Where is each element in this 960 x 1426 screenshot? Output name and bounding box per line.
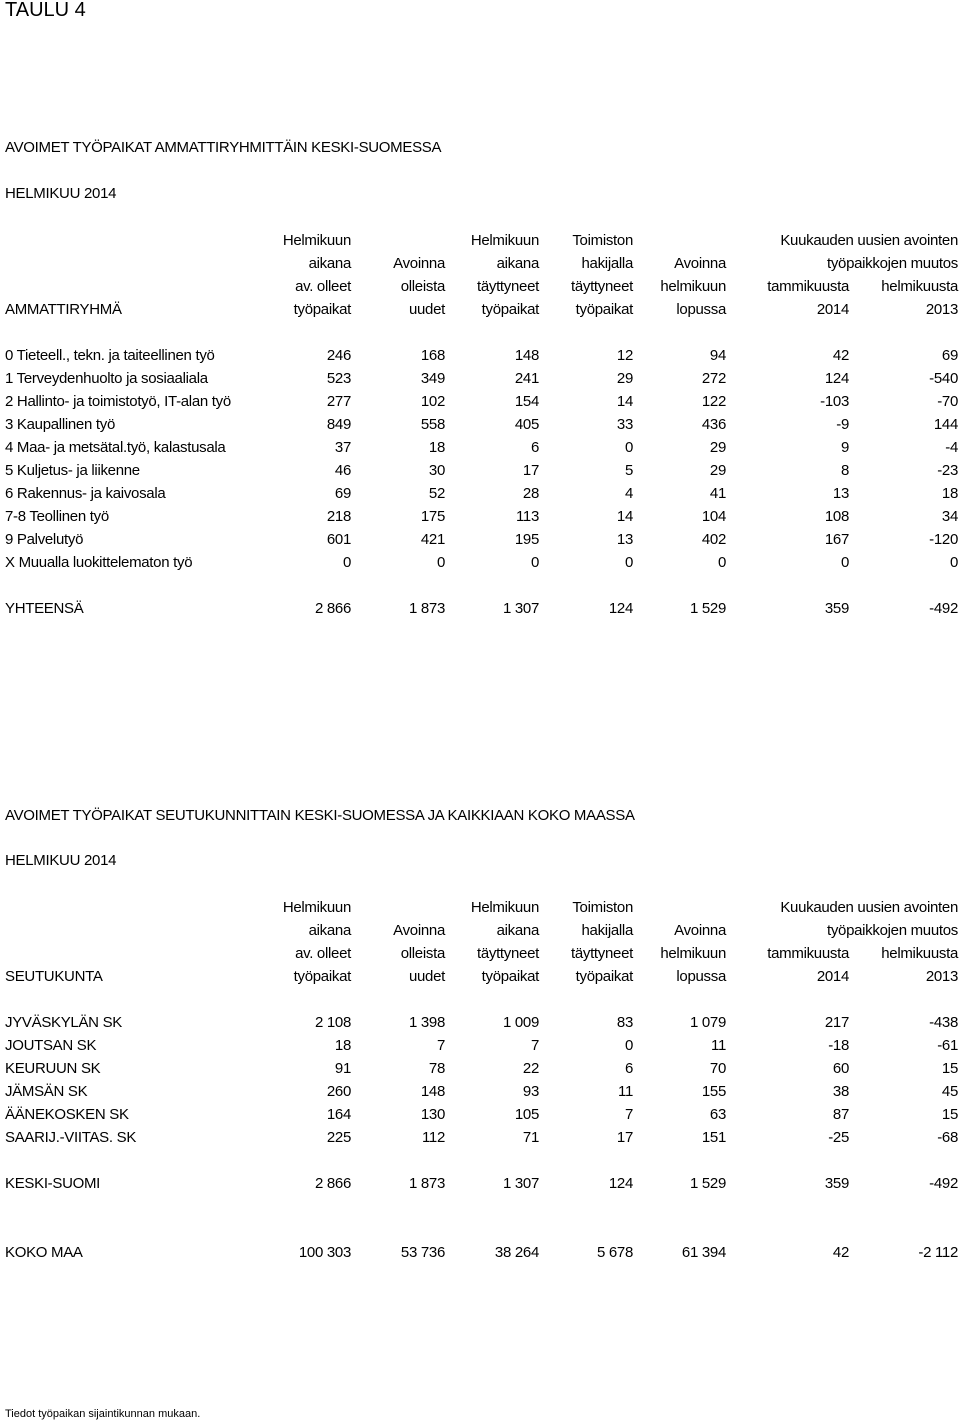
cell-value: 2 866 — [314, 1175, 351, 1192]
cell-value: 405 — [514, 416, 539, 433]
cell-value: -25 — [828, 1129, 849, 1146]
cell-value: 69 — [941, 347, 958, 364]
cell-value: 0 — [530, 554, 539, 571]
table-row — [0, 1035, 960, 1057]
cell-value: 2 866 — [314, 600, 351, 617]
cell-value: 15 — [941, 1060, 958, 1077]
header-cell: aikana — [308, 922, 351, 939]
header-cell: Avoinna — [393, 255, 445, 272]
cell-value: 246 — [326, 347, 351, 364]
cell-value: -70 — [937, 393, 958, 410]
cell-value: 94 — [709, 347, 726, 364]
cell-value: 34 — [941, 508, 958, 525]
cell-value: 558 — [420, 416, 445, 433]
cell-value: 11 — [618, 1083, 633, 1100]
cell-value: 87 — [832, 1106, 849, 1123]
header-cell: täyttyneet — [570, 945, 633, 962]
row-label: JOUTSAN SK — [5, 1037, 97, 1054]
cell-value: 17 — [522, 462, 539, 479]
cell-value: 164 — [326, 1106, 351, 1123]
header-cell: av. olleet — [295, 278, 351, 295]
cell-value: 78 — [428, 1060, 445, 1077]
header-row-2 — [0, 920, 960, 942]
cell-value: 104 — [701, 508, 726, 525]
header-cell: Avoinna — [393, 922, 445, 939]
cell-value: 42 — [832, 1244, 849, 1261]
header-cell: Toimiston — [572, 232, 633, 249]
cell-value: 29 — [709, 462, 726, 479]
table-row — [0, 414, 960, 436]
header-cell: Helmikuun — [282, 899, 351, 916]
cell-value: 1 079 — [689, 1014, 726, 1031]
cell-value: -492 — [929, 600, 958, 617]
cell-value: 9 — [840, 439, 849, 456]
header-cell: täyttyneet — [476, 945, 539, 962]
table-row — [0, 1081, 960, 1103]
cell-value: 523 — [326, 370, 351, 387]
cell-value: 277 — [326, 393, 351, 410]
table-row — [0, 506, 960, 528]
header-cell: 2014 — [816, 301, 849, 318]
cell-value: 130 — [420, 1106, 445, 1123]
cell-value: 167 — [824, 531, 849, 548]
cell-value: 18 — [334, 1037, 351, 1054]
header-cell: täyttyneet — [476, 278, 539, 295]
cell-value: 5 — [624, 462, 633, 479]
cell-value: 38 — [832, 1083, 849, 1100]
footnote: Tiedot työpaikan sijaintikunnan mukaan. — [5, 1408, 201, 1420]
cell-value: 29 — [709, 439, 726, 456]
column-label: AMMATTIRYHMÄ — [5, 301, 122, 318]
cell-value: 18 — [941, 485, 958, 502]
cell-value: 0 — [342, 554, 351, 571]
cell-value: 601 — [326, 531, 351, 548]
cell-value: 148 — [514, 347, 539, 364]
table-row — [0, 368, 960, 390]
header-cell: työpaikat — [293, 968, 351, 985]
cell-value: 105 — [514, 1106, 539, 1123]
header-cell: helmikuusta — [881, 278, 958, 295]
header-cell: Avoinna — [674, 255, 726, 272]
cell-value: 61 394 — [681, 1244, 726, 1261]
header-row-2 — [0, 253, 960, 275]
row-label: KESKI-SUOMI — [5, 1175, 101, 1192]
header-row-1 — [0, 897, 960, 919]
cell-value: 8 — [840, 462, 849, 479]
header-cell: Helmikuun — [282, 232, 351, 249]
header-cell: 2013 — [925, 968, 958, 985]
cell-value: 30 — [428, 462, 445, 479]
cell-value: 217 — [824, 1014, 849, 1031]
header-cell: täyttyneet — [570, 278, 633, 295]
total-row — [0, 598, 960, 620]
row-label: 4 Maa- ja metsätal.työ, kalastusala — [5, 439, 226, 456]
cell-value: 91 — [334, 1060, 351, 1077]
cell-value: 1 307 — [502, 1175, 539, 1192]
cell-value: -23 — [937, 462, 958, 479]
cell-value: 18 — [428, 439, 445, 456]
cell-value: 124 — [608, 600, 633, 617]
cell-value: -120 — [929, 531, 958, 548]
header-cell: työpaikat — [293, 301, 351, 318]
header-span: Kuukauden uusien avointen — [780, 232, 958, 249]
cell-value: 46 — [334, 462, 351, 479]
cell-value: 168 — [420, 347, 445, 364]
header-cell: olleista — [400, 945, 445, 962]
cell-value: 144 — [933, 416, 958, 433]
header-cell: 2014 — [816, 968, 849, 985]
cell-value: 4 — [624, 485, 633, 502]
cell-value: 0 — [436, 554, 445, 571]
cell-value: 42 — [832, 347, 849, 364]
header-cell: hakijalla — [581, 922, 633, 939]
cell-value: 1 529 — [689, 600, 726, 617]
row-label: SAARIJ.-VIITAS. SK — [5, 1129, 137, 1146]
cell-value: 41 — [709, 485, 726, 502]
row-label: 6 Rakennus- ja kaivosala — [5, 485, 166, 502]
cell-value: 13 — [832, 485, 849, 502]
cell-value: 7 — [530, 1037, 539, 1054]
row-label: JYVÄSKYLÄN SK — [5, 1014, 122, 1031]
table-row — [0, 1104, 960, 1126]
header-span: Kuukauden uusien avointen — [780, 899, 958, 916]
cell-value: 0 — [624, 554, 633, 571]
cell-value: 14 — [616, 393, 633, 410]
cell-value: 63 — [709, 1106, 726, 1123]
cell-value: 421 — [420, 531, 445, 548]
cell-value: 93 — [522, 1083, 539, 1100]
cell-value: 0 — [840, 554, 849, 571]
cell-value: 2 108 — [314, 1014, 351, 1031]
cell-value: 100 303 — [298, 1244, 351, 1261]
cell-value: 37 — [334, 439, 351, 456]
cell-value: 0 — [624, 1037, 633, 1054]
row-label: 1 Terveydenhuolto ja sosiaaliala — [5, 370, 208, 387]
header-cell: 2013 — [925, 301, 958, 318]
section1-subtitle: HELMIKUU 2014 — [5, 185, 117, 202]
row-label: 0 Tieteell., tekn. ja taiteellinen työ — [5, 347, 215, 364]
header-cell: av. olleet — [295, 945, 351, 962]
cell-value: -492 — [929, 1175, 958, 1192]
cell-value: 436 — [701, 416, 726, 433]
cell-value: 53 736 — [400, 1244, 445, 1261]
cell-value: 11 — [711, 1037, 726, 1054]
cell-value: 29 — [616, 370, 633, 387]
cell-value: -438 — [929, 1014, 958, 1031]
header-cell: työpaikat — [575, 301, 633, 318]
header-cell: lopussa — [676, 968, 726, 985]
section2-title: AVOIMET TYÖPAIKAT SEUTUKUNNITTAIN KESKI-SUOMESSA JA KAIKKIAAN KOKO MAASSA — [5, 807, 635, 824]
cell-value: 15 — [941, 1106, 958, 1123]
section1-title: AVOIMET TYÖPAIKAT AMMATTIRYHMITTÄIN KESKI-SUOMESSA — [5, 139, 442, 156]
cell-value: 5 678 — [596, 1244, 633, 1261]
row-label: 3 Kaupallinen työ — [5, 416, 115, 433]
table-row — [0, 460, 960, 482]
table-row — [0, 529, 960, 551]
section2-subtitle: HELMIKUU 2014 — [5, 852, 117, 869]
cell-value: 113 — [515, 508, 539, 525]
cell-value: 241 — [514, 370, 539, 387]
header-cell: hakijalla — [581, 255, 633, 272]
cell-value: -103 — [820, 393, 849, 410]
header-cell: tammikuusta — [767, 945, 849, 962]
header-row-1 — [0, 230, 960, 252]
header-row-3 — [0, 276, 960, 298]
cell-value: 218 — [326, 508, 351, 525]
cell-value: 359 — [824, 1175, 849, 1192]
cell-value: -61 — [937, 1037, 958, 1054]
header-cell: lopussa — [676, 301, 726, 318]
cell-value: 260 — [326, 1083, 351, 1100]
cell-value: 108 — [824, 508, 849, 525]
cell-value: 122 — [701, 393, 726, 410]
row-label: ÄÄNEKOSKEN SK — [5, 1106, 129, 1123]
row-label: 7-8 Teollinen työ — [5, 508, 109, 525]
cell-value: 6 — [624, 1060, 633, 1077]
cell-value: 1 873 — [408, 1175, 445, 1192]
total-row — [0, 1173, 960, 1195]
cell-value: 83 — [616, 1014, 633, 1031]
header-cell: tammikuusta — [767, 278, 849, 295]
row-label: 2 Hallinto- ja toimistotyö, IT-alan työ — [5, 393, 231, 410]
cell-value: 154 — [514, 393, 539, 410]
total-row — [0, 1242, 960, 1264]
cell-value: 195 — [514, 531, 539, 548]
cell-value: 849 — [326, 416, 351, 433]
table-row — [0, 552, 960, 574]
cell-value: 359 — [824, 600, 849, 617]
cell-value: 0 — [949, 554, 958, 571]
cell-value: 71 — [522, 1129, 539, 1146]
cell-value: 124 — [824, 370, 849, 387]
cell-value: -2 112 — [918, 1244, 958, 1261]
header-cell: Toimiston — [572, 899, 633, 916]
cell-value: 28 — [522, 485, 539, 502]
header-cell: aikana — [496, 922, 539, 939]
cell-value: 402 — [701, 531, 726, 548]
cell-value: 13 — [616, 531, 633, 548]
cell-value: 151 — [701, 1129, 726, 1146]
table-row — [0, 1012, 960, 1034]
cell-value: 7 — [624, 1106, 633, 1123]
cell-value: 22 — [522, 1060, 539, 1077]
cell-value: -4 — [945, 439, 958, 456]
cell-value: 69 — [334, 485, 351, 502]
cell-value: 349 — [420, 370, 445, 387]
column-label: SEUTUKUNTA — [5, 968, 103, 985]
cell-value: 1 307 — [502, 600, 539, 617]
cell-value: 7 — [436, 1037, 445, 1054]
table-row — [0, 345, 960, 367]
row-label: 9 Palvelutyö — [5, 531, 84, 548]
row-label: X Muualla luokittelematon työ — [5, 554, 193, 571]
table-row — [0, 483, 960, 505]
header-row-4 — [0, 299, 960, 321]
cell-value: 272 — [701, 370, 726, 387]
cell-value: 225 — [326, 1129, 351, 1146]
cell-value: 155 — [701, 1083, 726, 1100]
cell-value: 6 — [530, 439, 539, 456]
cell-value: -9 — [836, 416, 849, 433]
header-cell: työpaikat — [481, 968, 539, 985]
cell-value: 38 264 — [494, 1244, 539, 1261]
cell-value: 112 — [421, 1129, 445, 1146]
row-label: KEURUUN SK — [5, 1060, 101, 1077]
row-label: JÄMSÄN SK — [5, 1083, 88, 1100]
cell-value: 0 — [624, 439, 633, 456]
header-cell: aikana — [308, 255, 351, 272]
cell-value: -68 — [937, 1129, 958, 1146]
table-row — [0, 1058, 960, 1080]
header-cell: helmikuusta — [881, 945, 958, 962]
cell-value: -540 — [929, 370, 958, 387]
header-row-4 — [0, 966, 960, 988]
page-title: TAULU 4 — [5, 0, 86, 21]
cell-value: 1 873 — [408, 600, 445, 617]
header-cell: helmikuun — [660, 278, 726, 295]
header-cell: Avoinna — [674, 922, 726, 939]
table-row — [0, 1127, 960, 1149]
header-span: työpaikkojen muutos — [826, 255, 958, 272]
header-cell: helmikuun — [660, 945, 726, 962]
cell-value: 1 398 — [408, 1014, 445, 1031]
header-cell: työpaikat — [481, 301, 539, 318]
cell-value: 60 — [832, 1060, 849, 1077]
cell-value: 0 — [717, 554, 726, 571]
cell-value: 1 009 — [502, 1014, 539, 1031]
header-cell: työpaikat — [575, 968, 633, 985]
row-label: 5 Kuljetus- ja liikenne — [5, 462, 140, 479]
cell-value: 148 — [420, 1083, 445, 1100]
table-row — [0, 391, 960, 413]
row-label: KOKO MAA — [5, 1244, 83, 1261]
cell-value: 175 — [420, 508, 445, 525]
header-cell: Helmikuun — [470, 899, 539, 916]
header-cell: uudet — [408, 968, 445, 985]
header-cell: Helmikuun — [470, 232, 539, 249]
cell-value: 52 — [428, 485, 445, 502]
header-cell: aikana — [496, 255, 539, 272]
cell-value: -18 — [828, 1037, 849, 1054]
cell-value: 1 529 — [689, 1175, 726, 1192]
header-span: työpaikkojen muutos — [826, 922, 958, 939]
header-row-3 — [0, 943, 960, 965]
cell-value: 102 — [420, 393, 445, 410]
header-cell: olleista — [400, 278, 445, 295]
cell-value: 70 — [709, 1060, 726, 1077]
cell-value: 124 — [608, 1175, 633, 1192]
cell-value: 33 — [616, 416, 633, 433]
header-cell: uudet — [408, 301, 445, 318]
cell-value: 45 — [941, 1083, 958, 1100]
cell-value: 14 — [616, 508, 633, 525]
cell-value: 17 — [616, 1129, 633, 1146]
row-label: YHTEENSÄ — [5, 600, 84, 617]
cell-value: 12 — [616, 347, 633, 364]
table-row — [0, 437, 960, 459]
